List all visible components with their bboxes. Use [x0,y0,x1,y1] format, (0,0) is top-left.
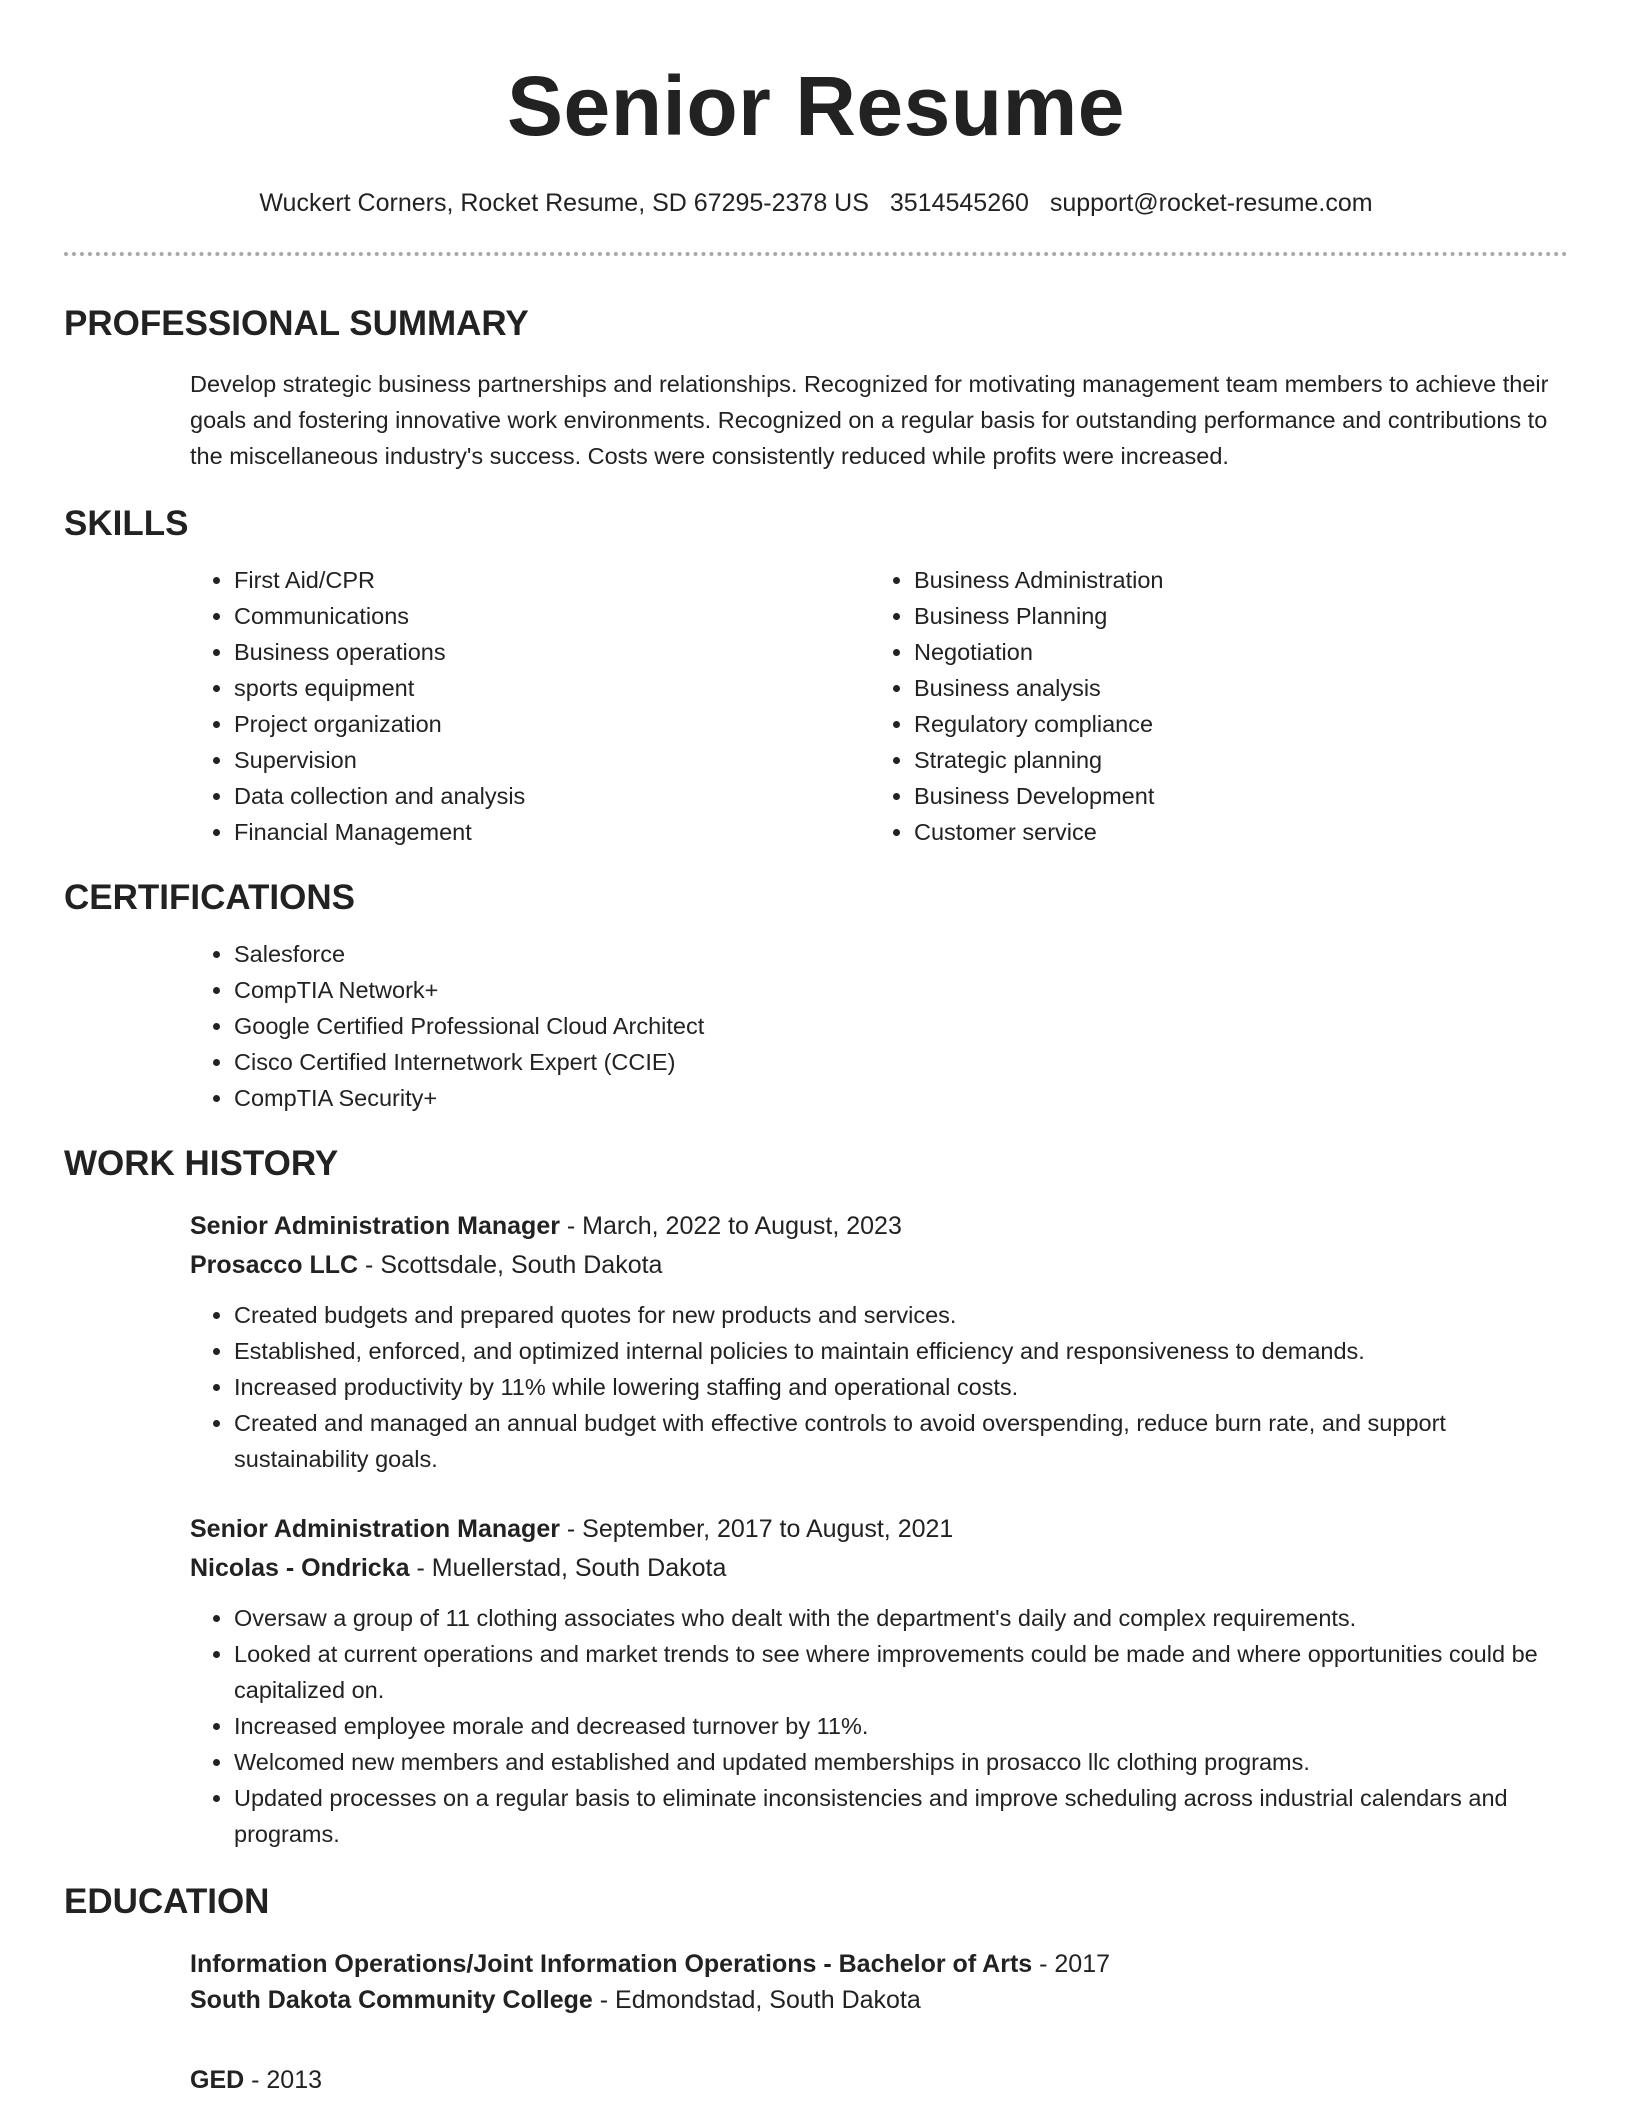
resume-header [0,0,1632,218]
certification-item: • CompTIA Security+ [234,1080,1568,1116]
work-history-section [64,1142,1568,1852]
job-company: Prosacco LLC [190,1251,359,1279]
job-dates: - March, 2022 to August, 2023 [559,1212,902,1240]
skill-item: • sports equipment [234,670,870,706]
job-bullet: • Oversaw a group of 11 clothing associates who dealt with the department's daily and complex requirements. [234,1600,1568,1636]
contact-email: support@rocket-resume.com [1049,189,1373,217]
education-location: - Edmondstad, South Dakota [592,1986,921,2014]
job-bullet: • Created budgets and prepared quotes for new products and services. [234,1297,1568,1333]
job-entry [190,1208,1568,1477]
certification-item: • Google Certified Professional Cloud Architect [234,1008,1568,1044]
job-title-line [190,1208,1568,1244]
education-entry [190,2062,1568,2098]
education-title: EDUCATION [64,1882,270,1921]
contact-line [0,188,1632,218]
education-year: - 2017 [1032,1950,1111,1978]
education-degree: GED [190,2066,245,2094]
summary-text: Develop strategic business partnerships and relationships. Recognized for motivating management team members to achieve their goals and fostering innovative work environments. Recognized on a regular basis for outstanding performance and contributions to the miscellaneous industry's success. Costs were consistently reduced while profits were increased. [190,371,1549,469]
education-degree-line [190,1946,1568,1982]
education-degree-line [190,2062,1568,2098]
job-bullets-wrap [190,1297,1568,1477]
skill-item: • First Aid/CPR [234,562,870,598]
job-bullet: • Increased employee morale and decreased turnover by 11%. [234,1708,1568,1744]
job-title: Senior Administration Manager [190,1515,560,1543]
work-history-title: WORK HISTORY [64,1144,339,1183]
job-title-line [190,1511,1568,1547]
job-bullets [190,1297,1568,1477]
skill-item: • Regulatory compliance [914,706,1550,742]
skill-item: • Supervision [234,742,870,778]
job-bullets [190,1600,1568,1852]
resume-name: Senior Resume [506,59,1126,153]
skill-item: • Communications [234,598,870,634]
education-year: - 2013 [244,2066,323,2094]
job-entry [190,1511,1568,1852]
skill-item: • Business Development [914,778,1550,814]
skill-item: • Strategic planning [914,742,1550,778]
skills-grid [190,562,1568,850]
skills-list-left [190,562,870,850]
certifications-list-wrap [190,936,1568,1116]
education-school-line [190,1982,1568,2018]
job-bullet: • Increased productivity by 11% while lowering staffing and operational costs. [234,1369,1568,1405]
header-divider [64,252,1568,256]
job-title: Senior Administration Manager [190,1212,560,1240]
job-bullet: • Created and managed an annual budget with effective controls to avoid overspending, reduce burn rate, and support sustainability goals. [234,1405,1568,1477]
job-location: - Muellerstad, South Dakota [409,1554,727,1582]
summary-title: PROFESSIONAL SUMMARY [64,304,529,343]
skill-item: • Negotiation [914,634,1550,670]
education-entry [190,1946,1568,2018]
skill-item: • Business analysis [914,670,1550,706]
skills-list-right [870,562,1550,850]
skills-column-left [190,562,870,850]
certification-item: • Salesforce [234,936,1568,972]
job-company-line [190,1247,1568,1283]
skill-item: • Customer service [914,814,1550,850]
education-degree: Information Operations/Joint Information Operations - Bachelor of Arts [190,1950,1033,1978]
certification-item: • CompTIA Network+ [234,972,1568,1008]
skill-item: • Business Planning [914,598,1550,634]
skills-section [64,502,1568,850]
certifications-title: CERTIFICATIONS [64,878,356,917]
education-school: South Dakota Community College [190,1986,593,2014]
job-bullets-wrap [190,1600,1568,1852]
job-bullet: • Established, enforced, and optimized internal policies to maintain efficiency and responsiveness to demands. [234,1333,1568,1369]
job-company-line [190,1550,1568,1586]
skills-title: SKILLS [64,504,189,543]
skills-column-right [870,562,1550,850]
skill-item: • Data collection and analysis [234,778,870,814]
job-location: - Scottsdale, South Dakota [358,1251,663,1279]
skill-item: • Business operations [234,634,870,670]
job-bullet: • Updated processes on a regular basis to eliminate inconsistencies and improve scheduling across industrial calendars and programs. [234,1780,1568,1852]
contact-phone: 3514545260 [889,189,1029,217]
job-company: Nicolas - Ondricka [190,1554,410,1582]
job-bullet: • Looked at current operations and market trends to see where improvements could be made and where opportunities could be capitalized on. [234,1636,1568,1708]
certifications-section [64,876,1568,1116]
summary-section [64,302,1568,474]
skill-item: • Business Administration [914,562,1550,598]
skill-item: • Project organization [234,706,870,742]
skill-item: • Financial Management [234,814,870,850]
job-dates: - September, 2017 to August, 2021 [559,1515,954,1543]
education-section [64,1880,1568,2098]
contact-address: Wuckert Corners, Rocket Resume, SD 67295-2378 US [259,189,869,217]
certifications-list [190,936,1568,1116]
certification-item: • Cisco Certified Internetwork Expert (CCIE) [234,1044,1568,1080]
job-bullet: • Welcomed new members and established and updated memberships in prosacco llc clothing programs. [234,1744,1568,1780]
